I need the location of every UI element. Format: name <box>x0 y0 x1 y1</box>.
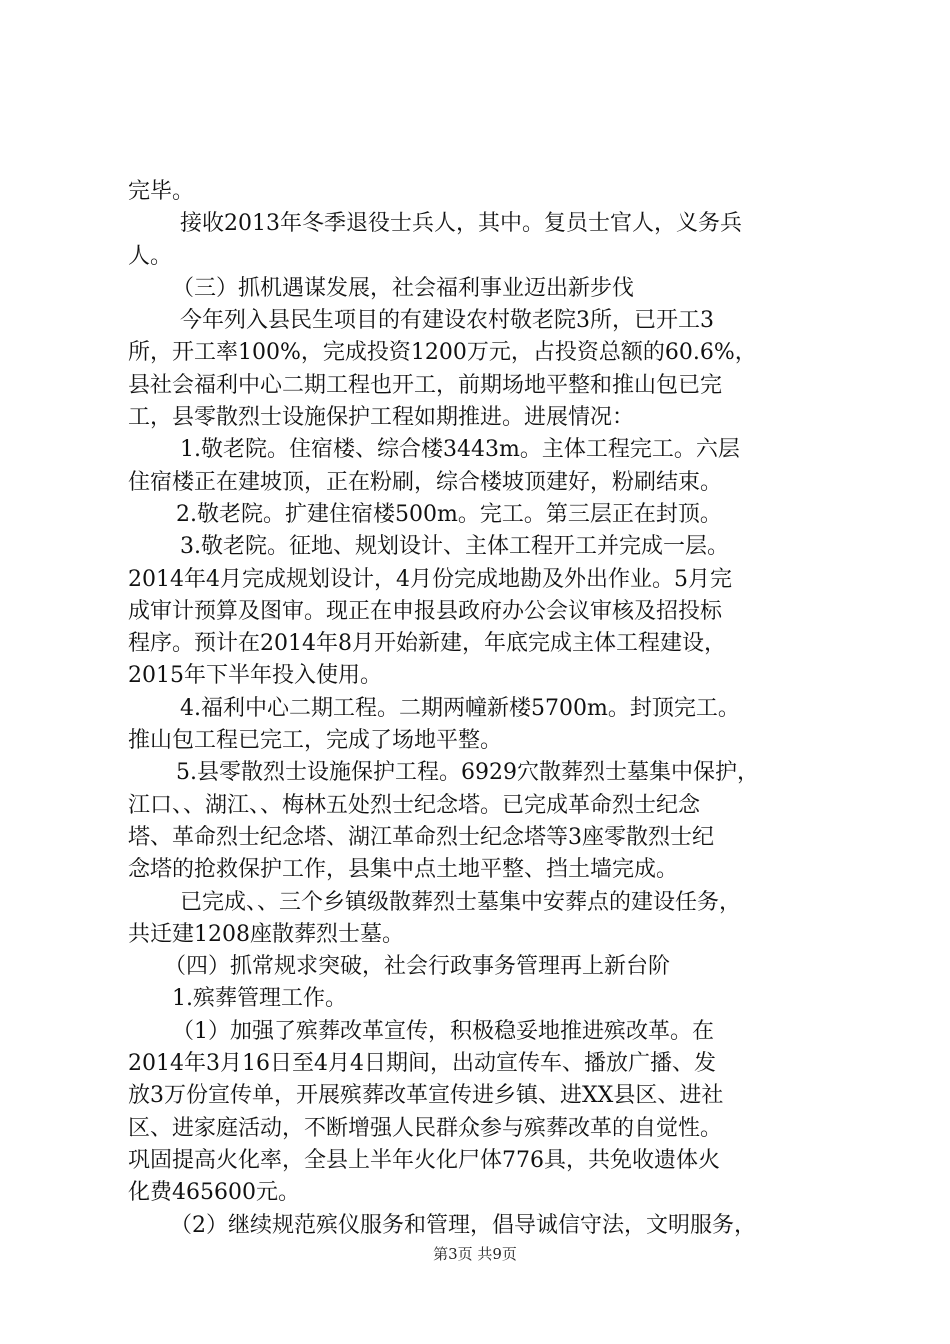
text-line: 江口、、湖江、、梅林五处烈士纪念塔。已完成革命烈士纪念 <box>128 792 701 818</box>
text-line: 2.敬老院。扩建住宿楼500m。完工。第三层正在封顶。 <box>176 501 722 527</box>
text-line: 念塔的抢救保护工作，县集中点土地平整、挡土墙完成。 <box>128 857 679 883</box>
text-line: 2014年4月完成规划设计，4月份完成地勘及外出作业。5月完 <box>128 566 732 592</box>
text-line: （四）抓常规求突破，社会行政事务管理再上新台阶 <box>164 954 671 980</box>
text-line: 1.殡葬管理工作。 <box>172 986 347 1012</box>
text-line: 工，县零散烈士设施保护工程如期推进。进展情况： <box>128 405 635 431</box>
text-line: 4.福利中心二期工程。二期两幢新楼5700m。封顶完工。 <box>180 695 740 721</box>
text-line: 住宿楼正在建坡顶，正在粉刷，综合楼坡顶建好，粉刷结束。 <box>128 469 723 495</box>
text-line: 2014年3月16日至4月4日期间，出动宣传车、播放广播、发 <box>128 1051 716 1077</box>
text-line: （1）加强了殡葬改革宣传，积极稳妥地推进殡改革。在 <box>172 1018 714 1044</box>
text-line: 共迁建1208座散葬烈士墓。 <box>128 921 404 947</box>
text-line: 推山包工程已完工，完成了场地平整。 <box>128 728 503 754</box>
text-line: （2）继续规范殡仪服务和管理，倡导诚信守法，文明服务， <box>170 1212 756 1238</box>
body-text <box>128 176 838 1242</box>
text-line: 放3万份宣传单，开展殡葬改革宣传进乡镇、进XX县区、进社 <box>128 1083 724 1109</box>
text-line: 3.敬老院。征地、规划设计、主体工程开工并完成一层。 <box>180 534 729 560</box>
text-line: 已完成、、三个乡镇级散葬烈士墓集中安葬点的建设任务， <box>180 889 742 915</box>
text-line: 县社会福利中心二期工程也开工，前期场地平整和推山包已完 <box>128 372 723 398</box>
text-line: 区、进家庭活动，不断增强人民群众参与殡葬改革的自觉性。 <box>128 1115 723 1141</box>
text-line: 接收2013年冬季退役士兵人，其中。复员士官人，义务兵 <box>180 211 742 237</box>
text-line: 完毕。 <box>128 179 195 204</box>
text-line: 2015年下半年投入使用。 <box>128 663 382 689</box>
text-line: 程序。预计在2014年8月开始新建，年底完成主体工程建设， <box>128 631 726 657</box>
page-footer: 第3页 共9页 <box>433 1245 517 1263</box>
text-line: 1.敬老院。住宿楼、综合楼3443m。主体工程完工。六层 <box>180 437 740 463</box>
text-line: 所，开工率100%，完成投资1200万元，占投资总额的60.6%， <box>128 340 757 366</box>
text-line: 塔、革命烈士纪念塔、湖江革命烈士纪念塔等3座零散烈士纪 <box>128 824 714 850</box>
text-line: 化费465600元。 <box>128 1180 300 1206</box>
text-line: 人。 <box>128 243 173 269</box>
text-line: 巩固提高火化率，全县上半年火化尸体776具，共免收遗体火 <box>128 1147 720 1173</box>
text-line: 今年列入县民生项目的有建设农村敬老院3所，已开工3 <box>180 308 714 334</box>
text-line: 成审计预算及图审。现正在申报县政府办公会议审核及招投标 <box>128 598 723 624</box>
text-line: 5.县零散烈士设施保护工程。6929穴散葬烈士墓集中保护， <box>176 760 759 786</box>
text-line: （三）抓机遇谋发展，社会福利事业迈出新步伐 <box>172 275 635 301</box>
